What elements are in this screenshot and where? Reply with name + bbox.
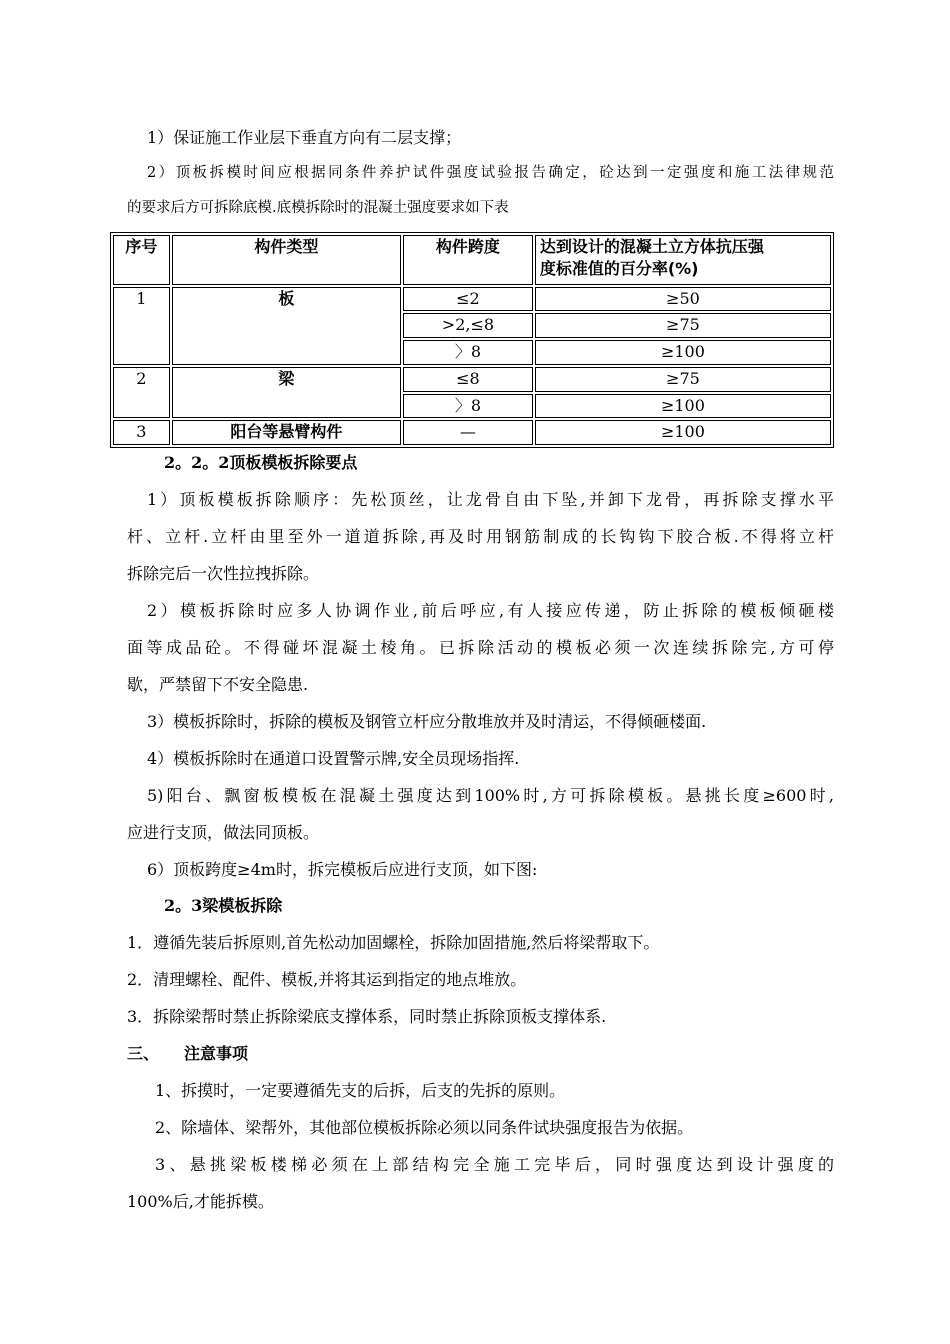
paragraph-sequence-line2: 杆、立杆.立杆由里至外一道道拆除,再及时用钢筋制成的长钩钩下胶合板.不得将立杆 xyxy=(127,527,834,546)
note-3-line2: 100%后,才能拆模。 xyxy=(127,1192,274,1211)
cell-rate: ≥100 xyxy=(535,394,831,419)
list-item-beam-2: 2．清理螺栓、配件、模板,并将其运到指定的地点堆放。 xyxy=(127,970,527,989)
heading-3-number: 三、 xyxy=(127,1044,160,1063)
paragraph-span-support: 6）顶板跨度≥4m时，拆完模板后应进行支顶，如下图: xyxy=(147,860,538,879)
cell-span: ≤8 xyxy=(403,367,533,392)
paragraph-sequence-line1: 1）顶板模板拆除顺序：先松顶丝，让龙骨自由下坠,并卸下龙骨，再拆除支撑水平 xyxy=(147,490,834,509)
paragraph-coordination-line1: 2）模板拆除时应多人协调作业,前后呼应,有人接应传递，防止拆除的模板倾砸楼 xyxy=(147,601,834,620)
table-row xyxy=(113,420,831,445)
header-type: 构件类型 xyxy=(172,235,401,285)
paragraph-warning-sign: 4）模板拆除时在通道口设置警示牌,安全员现场指挥. xyxy=(147,749,520,768)
cell-rate: ≥75 xyxy=(535,313,831,338)
header-rate-line2: 度标准值的百分率(%) xyxy=(539,259,699,278)
paragraph-sequence-line3: 拆除完后一次性拉拽拆除。 xyxy=(127,564,320,583)
cell-type-beam: 梁 xyxy=(172,367,401,419)
paragraph-stacking: 3）模板拆除时，拆除的模板及钢管立杆应分散堆放并及时清运，不得倾砸楼面. xyxy=(147,712,707,731)
cell-seq-3: 3 xyxy=(113,420,170,445)
table-row xyxy=(113,287,831,312)
heading-2-3: 2。3梁模板拆除 xyxy=(164,896,283,915)
cell-rate: ≥50 xyxy=(535,287,831,312)
paragraph-support-layers: 1）保证施工作业层下垂直方向有二层支撑； xyxy=(147,128,462,147)
cell-span: 〉8 xyxy=(403,394,533,419)
note-2: 2、除墙体、梁帮外，其他部位模板拆除必须以同条件试块强度报告为依据。 xyxy=(155,1118,694,1137)
header-span: 构件跨度 xyxy=(403,235,533,285)
header-seq: 序号 xyxy=(113,235,170,285)
paragraph-removal-time-line2: 的要求后方可拆除底模.底模拆除时的混凝土强度要求如下表 xyxy=(127,200,509,216)
paragraph-removal-time-line1: 2）顶板拆模时间应根据同条件养护试件强度试验报告确定，砼达到一定强度和施工法律规范 xyxy=(147,165,834,181)
list-item-beam-3: 3．拆除梁帮时禁止拆除梁底支撑体系，同时禁止拆除顶板支撑体系. xyxy=(127,1007,607,1026)
strength-requirement-table xyxy=(110,232,834,448)
heading-2-2-2: 2。2。2顶板模板拆除要点 xyxy=(164,453,358,472)
cell-seq-1: 1 xyxy=(113,287,170,365)
paragraph-coordination-line2: 面等成品砼。不得碰坏混凝土棱角。已拆除活动的模板必须一次连续拆除完,方可停 xyxy=(127,638,834,657)
table-header-row xyxy=(113,235,831,285)
cell-rate: ≥100 xyxy=(535,420,831,445)
list-item-beam-1: 1．遵循先装后拆原则,首先松动加固螺栓，拆除加固措施,然后将梁帮取下。 xyxy=(127,933,660,952)
cell-type-slab: 板 xyxy=(172,287,401,365)
cell-span: — xyxy=(403,420,533,445)
paragraph-coordination-line3: 歇，严禁留下不安全隐患. xyxy=(127,675,309,694)
cell-rate: ≥75 xyxy=(535,367,831,392)
cell-seq-2: 2 xyxy=(113,367,170,419)
table-row xyxy=(113,367,831,392)
cell-span: ≤2 xyxy=(403,287,533,312)
paragraph-balcony-line2: 应进行支顶，做法同顶板。 xyxy=(127,823,320,842)
header-rate-line1: 达到设计的混凝土立方体抗压强 xyxy=(539,237,764,256)
paragraph-balcony-line1: 5)阳台、飘窗板模板在混凝土强度达到100%时,方可拆除模板。悬挑长度≥600时, xyxy=(147,786,834,805)
heading-3-title: 注意事项 xyxy=(184,1044,249,1063)
note-1: 1、拆摸时，一定要遵循先支的后拆，后支的先拆的原则。 xyxy=(155,1081,566,1100)
cell-type-cantilever: 阳台等悬臂构件 xyxy=(172,420,401,445)
note-3-line1: 3、悬挑梁板楼梯必须在上部结构完全施工完毕后，同时强度达到设计强度的 xyxy=(155,1155,834,1174)
header-rate xyxy=(535,235,831,285)
cell-rate: ≥100 xyxy=(535,340,831,365)
cell-span: 〉8 xyxy=(403,340,533,365)
cell-span: >2,≤8 xyxy=(403,313,533,338)
